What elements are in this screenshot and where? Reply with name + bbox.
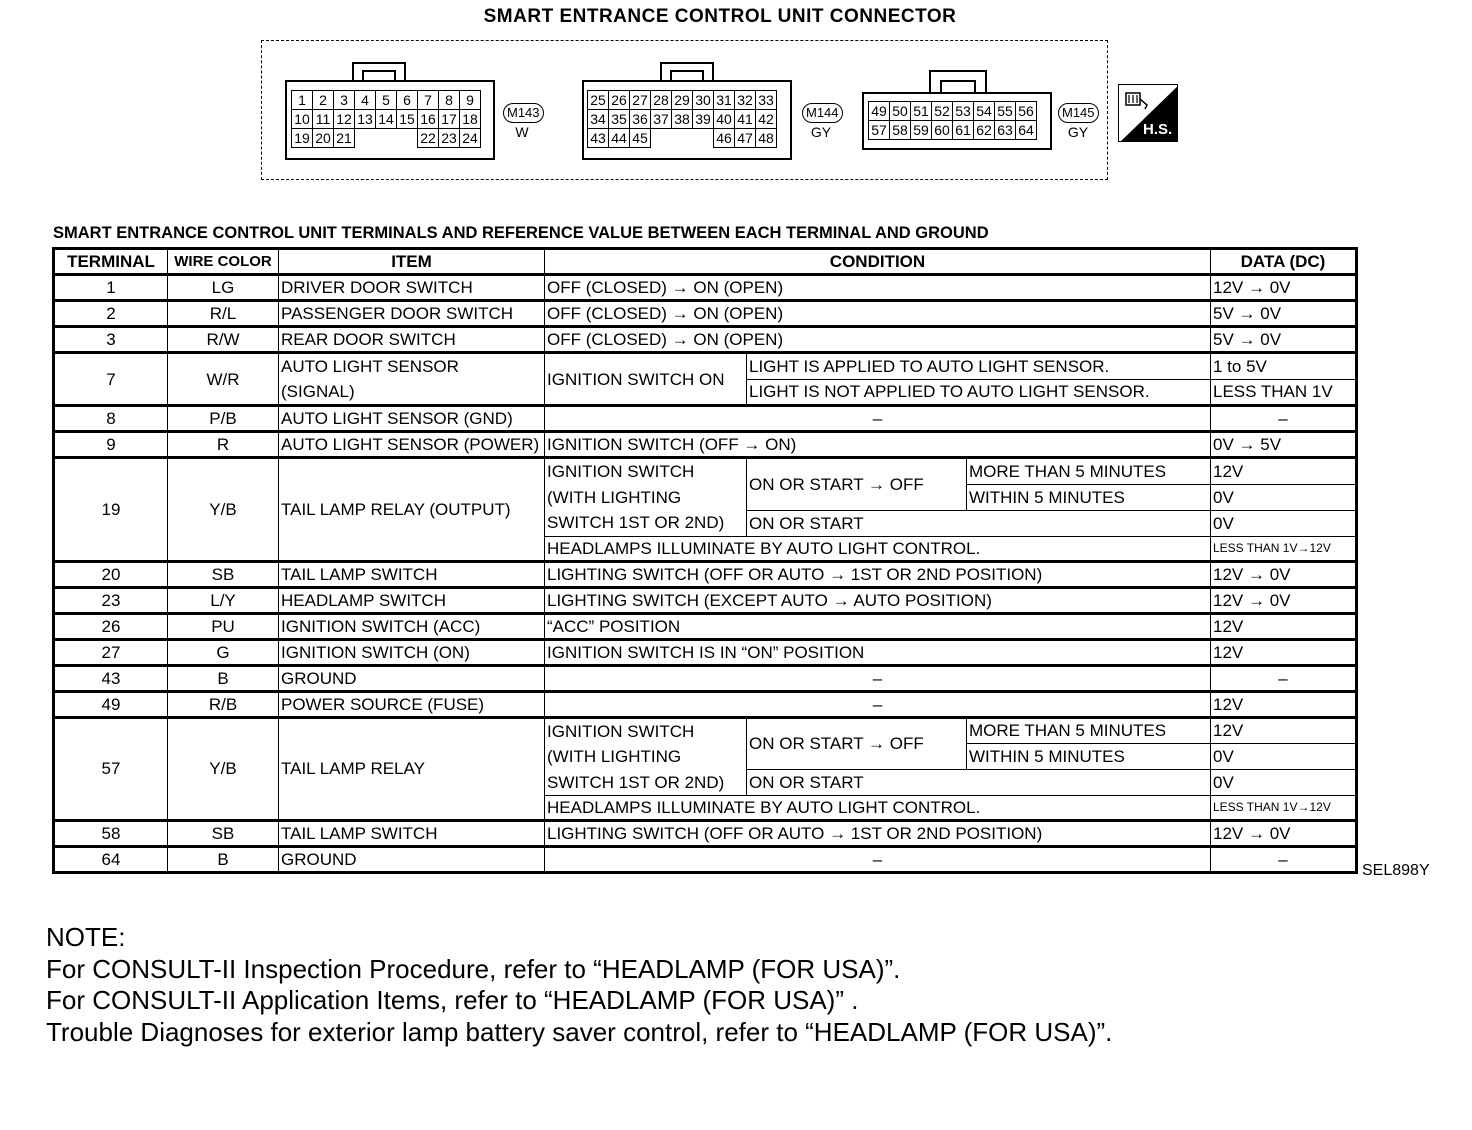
terminal-cell: 26 xyxy=(54,613,168,639)
data-cell: 5V → 0V xyxy=(1211,301,1357,327)
note-line: For CONSULT-II Application Items, refer to “HEADLAMP (FOR USA)” . xyxy=(46,985,859,1015)
pin: 8 xyxy=(439,91,460,110)
pin: 31 xyxy=(714,91,735,110)
wire-color-cell: LG xyxy=(168,275,279,301)
item-cell: TAIL LAMP RELAY xyxy=(279,717,545,821)
condition-cell: HEADLAMPS ILLUMINATE BY AUTO LIGHT CONTROL. xyxy=(545,536,1211,561)
condition-line: SWITCH 1ST OR 2ND) xyxy=(547,513,725,532)
pin: 61 xyxy=(953,121,974,140)
pin: 15 xyxy=(397,110,418,129)
wire-color-cell: B xyxy=(168,847,279,873)
table-row xyxy=(54,691,1357,717)
pin: 10 xyxy=(292,110,313,129)
connector-m144-color: GY xyxy=(810,124,832,140)
connector-m145-id: M145 xyxy=(1058,103,1099,123)
data-cell: – xyxy=(1211,665,1357,691)
time-cell: MORE THAN 5 MINUTES xyxy=(967,458,1211,485)
pin: 59 xyxy=(911,121,932,140)
terminal-cell: 49 xyxy=(54,691,168,717)
table-row xyxy=(54,275,1357,301)
connector-m143-color: W xyxy=(515,124,529,140)
time-cell: WITHIN 5 MINUTES xyxy=(967,744,1211,770)
condition-cell: HEADLAMPS ILLUMINATE BY AUTO LIGHT CONTROL. xyxy=(545,796,1211,821)
item-cell: IGNITION SWITCH (ACC) xyxy=(279,613,545,639)
connector-m144-id: M144 xyxy=(802,103,843,123)
pin: 19 xyxy=(292,129,313,148)
data-cell: 12V xyxy=(1211,639,1357,665)
table-row xyxy=(54,327,1357,353)
pin: 53 xyxy=(953,102,974,121)
condition-line: (WITH LIGHTING xyxy=(547,487,682,507)
pin: 47 xyxy=(735,129,756,148)
harness-side-icon xyxy=(1118,84,1178,142)
pin: 2 xyxy=(313,91,334,110)
terminal-cell: 20 xyxy=(54,561,168,587)
item-cell: AUTO LIGHT SENSOR (GND) xyxy=(279,406,545,432)
sub-condition-cell: ON OR START → OFF xyxy=(747,458,967,511)
data-cell: 12V xyxy=(1211,691,1357,717)
pin: 4 xyxy=(355,91,376,110)
pin: 56 xyxy=(1016,102,1037,121)
data-cell: 0V → 5V xyxy=(1211,432,1357,458)
table-row xyxy=(54,821,1357,847)
table-row xyxy=(54,458,1357,485)
pin: 57 xyxy=(869,121,890,140)
pin: 9 xyxy=(460,91,481,110)
data-cell: 0V xyxy=(1211,770,1357,796)
pin: 48 xyxy=(756,129,777,148)
pin-gap xyxy=(355,129,376,148)
pin: 21 xyxy=(334,129,355,148)
header-wire-color: WIRE COLOR xyxy=(168,249,279,275)
item-cell xyxy=(279,353,545,406)
table-row xyxy=(54,406,1357,432)
pin-gap xyxy=(693,129,714,148)
data-cell: 5V → 0V xyxy=(1211,327,1357,353)
pin: 51 xyxy=(911,102,932,121)
pin: 49 xyxy=(869,102,890,121)
item-line: (SIGNAL) xyxy=(281,382,355,401)
header-condition: CONDITION xyxy=(545,249,1211,275)
note-heading: NOTE: xyxy=(46,922,126,952)
condition-cell: IGNITION SWITCH IS IN “ON” POSITION xyxy=(545,639,1211,665)
data-cell: 0V xyxy=(1211,510,1357,536)
terminal-cell: 27 xyxy=(54,639,168,665)
condition-line: IGNITION SWITCH xyxy=(547,721,695,741)
pin: 54 xyxy=(974,102,995,121)
data-cell: LESS THAN 1V xyxy=(1211,379,1357,406)
item-cell: HEADLAMP SWITCH xyxy=(279,587,545,613)
header-terminal: TERMINAL xyxy=(54,249,168,275)
table-row xyxy=(54,587,1357,613)
condition-cell: – xyxy=(545,847,1211,873)
wire-color-cell: SB xyxy=(168,821,279,847)
condition-line: SWITCH 1ST OR 2ND) xyxy=(547,772,725,792)
wire-color-cell: R xyxy=(168,432,279,458)
condition-cell: – xyxy=(545,691,1211,717)
item-cell: AUTO LIGHT SENSOR (POWER) xyxy=(279,432,545,458)
terminal-cell: 9 xyxy=(54,432,168,458)
wire-color-cell: L/Y xyxy=(168,587,279,613)
item-cell: IGNITION SWITCH (ON) xyxy=(279,639,545,665)
table-row xyxy=(54,301,1357,327)
pin: 5 xyxy=(376,91,397,110)
pin: 30 xyxy=(693,91,714,110)
wire-color-cell: Y/B xyxy=(168,717,279,821)
condition-cell: – xyxy=(545,406,1211,432)
pin: 16 xyxy=(418,110,439,129)
data-cell: 12V → 0V xyxy=(1211,275,1357,301)
pin: 60 xyxy=(932,121,953,140)
pin-gap xyxy=(672,129,693,148)
pin: 25 xyxy=(588,91,609,110)
condition-line: (WITH LIGHTING xyxy=(547,747,682,766)
data-cell: 12V → 0V xyxy=(1211,561,1357,587)
table-header-row xyxy=(54,249,1357,275)
pin: 45 xyxy=(630,129,651,148)
pin: 35 xyxy=(609,110,630,129)
pin: 33 xyxy=(756,91,777,110)
item-cell: REAR DOOR SWITCH xyxy=(279,327,545,353)
pin: 28 xyxy=(651,91,672,110)
condition-cell: OFF (CLOSED) → ON (OPEN) xyxy=(545,301,1211,327)
condition-cell: IGNITION SWITCH (OFF → ON) xyxy=(545,432,1211,458)
diagram-title: SMART ENTRANCE CONTROL UNIT CONNECTOR xyxy=(483,6,957,27)
wire-color-cell: SB xyxy=(168,561,279,587)
table-title: SMART ENTRANCE CONTROL UNIT TERMINALS AND REFERENCE VALUE BETWEEN EACH TERMINAL AND GROUND xyxy=(53,224,989,242)
pin: 17 xyxy=(439,110,460,129)
pin: 20 xyxy=(313,129,334,148)
sub-condition-cell: ON OR START xyxy=(747,510,1211,536)
terminal-cell: 8 xyxy=(54,406,168,432)
table-row xyxy=(54,613,1357,639)
wire-color-cell: G xyxy=(168,639,279,665)
connector-m143-id: M143 xyxy=(503,103,544,123)
pin: 37 xyxy=(651,110,672,129)
pin: 24 xyxy=(460,129,481,148)
wire-color-cell: PU xyxy=(168,613,279,639)
item-cell: DRIVER DOOR SWITCH xyxy=(279,275,545,301)
pin: 55 xyxy=(995,102,1016,121)
data-cell: LESS THAN 1V→12V xyxy=(1211,796,1357,821)
terminal-cell: 57 xyxy=(54,717,168,821)
pin: 7 xyxy=(418,91,439,110)
condition-cell: “ACC” POSITION xyxy=(545,613,1211,639)
condition-cell: IGNITION SWITCH ON xyxy=(545,353,747,406)
pin: 50 xyxy=(890,102,911,121)
time-cell: MORE THAN 5 MINUTES xyxy=(967,717,1211,744)
pin: 64 xyxy=(1016,121,1037,140)
note-line: For CONSULT-II Inspection Procedure, refer to “HEADLAMP (FOR USA)”. xyxy=(46,953,901,984)
terminal-cell: 19 xyxy=(54,458,168,562)
pin: 13 xyxy=(355,110,376,129)
condition-cell xyxy=(545,458,747,537)
terminal-cell: 64 xyxy=(54,847,168,873)
wire-color-cell: B xyxy=(168,665,279,691)
wire-color-cell: W/R xyxy=(168,353,279,406)
terminal-cell: 1 xyxy=(54,275,168,301)
data-cell: 12V xyxy=(1211,458,1357,485)
data-cell: LESS THAN 1V→12V xyxy=(1211,536,1357,561)
data-cell: 12V → 0V xyxy=(1211,587,1357,613)
condition-cell: OFF (CLOSED) → ON (OPEN) xyxy=(545,327,1211,353)
condition-line: IGNITION SWITCH xyxy=(547,462,695,481)
terminal-cell: 23 xyxy=(54,587,168,613)
table-row xyxy=(54,639,1357,665)
pin: 52 xyxy=(932,102,953,121)
harness-side-label: H.S. xyxy=(1143,121,1173,138)
terminal-table xyxy=(52,247,1358,874)
pin: 6 xyxy=(397,91,418,110)
table-row xyxy=(54,717,1357,744)
pin: 39 xyxy=(693,110,714,129)
pin: 36 xyxy=(630,110,651,129)
data-cell: – xyxy=(1211,406,1357,432)
pin-gap xyxy=(376,129,397,148)
wire-color-cell: R/B xyxy=(168,691,279,717)
pin: 29 xyxy=(672,91,693,110)
header-data: DATA (DC) xyxy=(1211,249,1357,275)
condition-cell: OFF (CLOSED) → ON (OPEN) xyxy=(545,275,1211,301)
pin: 34 xyxy=(588,110,609,129)
item-cell: GROUND xyxy=(279,847,545,873)
pin: 3 xyxy=(334,91,355,110)
figure-id: SEL898Y xyxy=(1362,862,1430,879)
time-cell: WITHIN 5 MINUTES xyxy=(967,484,1211,510)
table-row xyxy=(54,432,1357,458)
pin: 38 xyxy=(672,110,693,129)
connector-m143-pins xyxy=(291,90,481,148)
condition-cell: LIGHTING SWITCH (EXCEPT AUTO → AUTO POSITION) xyxy=(545,587,1211,613)
note-line: Trouble Diagnoses for exterior lamp battery saver control, refer to “HEADLAMP (FOR USA)”. xyxy=(46,1016,1113,1047)
condition-cell: LIGHTING SWITCH (OFF OR AUTO → 1ST OR 2ND POSITION) xyxy=(545,561,1211,587)
pin: 44 xyxy=(609,129,630,148)
sub-condition-cell: ON OR START xyxy=(747,770,1211,796)
pin: 1 xyxy=(292,91,313,110)
pin: 40 xyxy=(714,110,735,129)
pin: 63 xyxy=(995,121,1016,140)
condition-cell xyxy=(545,717,747,796)
terminal-cell: 43 xyxy=(54,665,168,691)
item-cell: GROUND xyxy=(279,665,545,691)
header-item: ITEM xyxy=(279,249,545,275)
table-row xyxy=(54,561,1357,587)
sub-condition-cell: LIGHT IS NOT APPLIED TO AUTO LIGHT SENSOR. xyxy=(747,379,1211,406)
terminal-cell: 2 xyxy=(54,301,168,327)
pin: 11 xyxy=(313,110,334,129)
data-cell: 0V xyxy=(1211,744,1357,770)
table-row xyxy=(54,665,1357,691)
wire-color-cell: Y/B xyxy=(168,458,279,562)
pin: 14 xyxy=(376,110,397,129)
terminal-cell: 58 xyxy=(54,821,168,847)
terminal-cell: 7 xyxy=(54,353,168,406)
pin: 42 xyxy=(756,110,777,129)
sub-condition-cell: ON OR START → OFF xyxy=(747,717,967,770)
sub-condition-cell: LIGHT IS APPLIED TO AUTO LIGHT SENSOR. xyxy=(747,353,1211,380)
table-row xyxy=(54,847,1357,873)
condition-cell: – xyxy=(545,665,1211,691)
data-cell: 12V xyxy=(1211,717,1357,744)
pin: 58 xyxy=(890,121,911,140)
condition-cell: LIGHTING SWITCH (OFF OR AUTO → 1ST OR 2ND POSITION) xyxy=(545,821,1211,847)
pin-gap xyxy=(397,129,418,148)
pin: 22 xyxy=(418,129,439,148)
data-cell: 12V → 0V xyxy=(1211,821,1357,847)
data-cell: 1 to 5V xyxy=(1211,353,1357,380)
connector-m145-color: GY xyxy=(1067,124,1089,140)
pin: 41 xyxy=(735,110,756,129)
terminal-cell: 3 xyxy=(54,327,168,353)
pin: 32 xyxy=(735,91,756,110)
wire-color-cell: R/W xyxy=(168,327,279,353)
pin: 27 xyxy=(630,91,651,110)
pin: 12 xyxy=(334,110,355,129)
connector-m144-pins xyxy=(587,90,777,148)
data-cell: – xyxy=(1211,847,1357,873)
pin-gap xyxy=(651,129,672,148)
data-cell: 0V xyxy=(1211,484,1357,510)
data-cell: 12V xyxy=(1211,613,1357,639)
item-cell: POWER SOURCE (FUSE) xyxy=(279,691,545,717)
note-block xyxy=(46,922,1112,1048)
item-cell: TAIL LAMP RELAY (OUTPUT) xyxy=(279,458,545,562)
table-row xyxy=(54,353,1357,380)
wire-color-cell: P/B xyxy=(168,406,279,432)
wire-color-cell: R/L xyxy=(168,301,279,327)
pin: 43 xyxy=(588,129,609,148)
item-cell: PASSENGER DOOR SWITCH xyxy=(279,301,545,327)
pin: 26 xyxy=(609,91,630,110)
pin: 23 xyxy=(439,129,460,148)
item-cell: TAIL LAMP SWITCH xyxy=(279,561,545,587)
item-cell: TAIL LAMP SWITCH xyxy=(279,821,545,847)
pin: 46 xyxy=(714,129,735,148)
pin: 18 xyxy=(460,110,481,129)
item-line: AUTO LIGHT SENSOR xyxy=(281,357,459,376)
pin: 62 xyxy=(974,121,995,140)
connector-m145-pins xyxy=(868,101,1037,140)
